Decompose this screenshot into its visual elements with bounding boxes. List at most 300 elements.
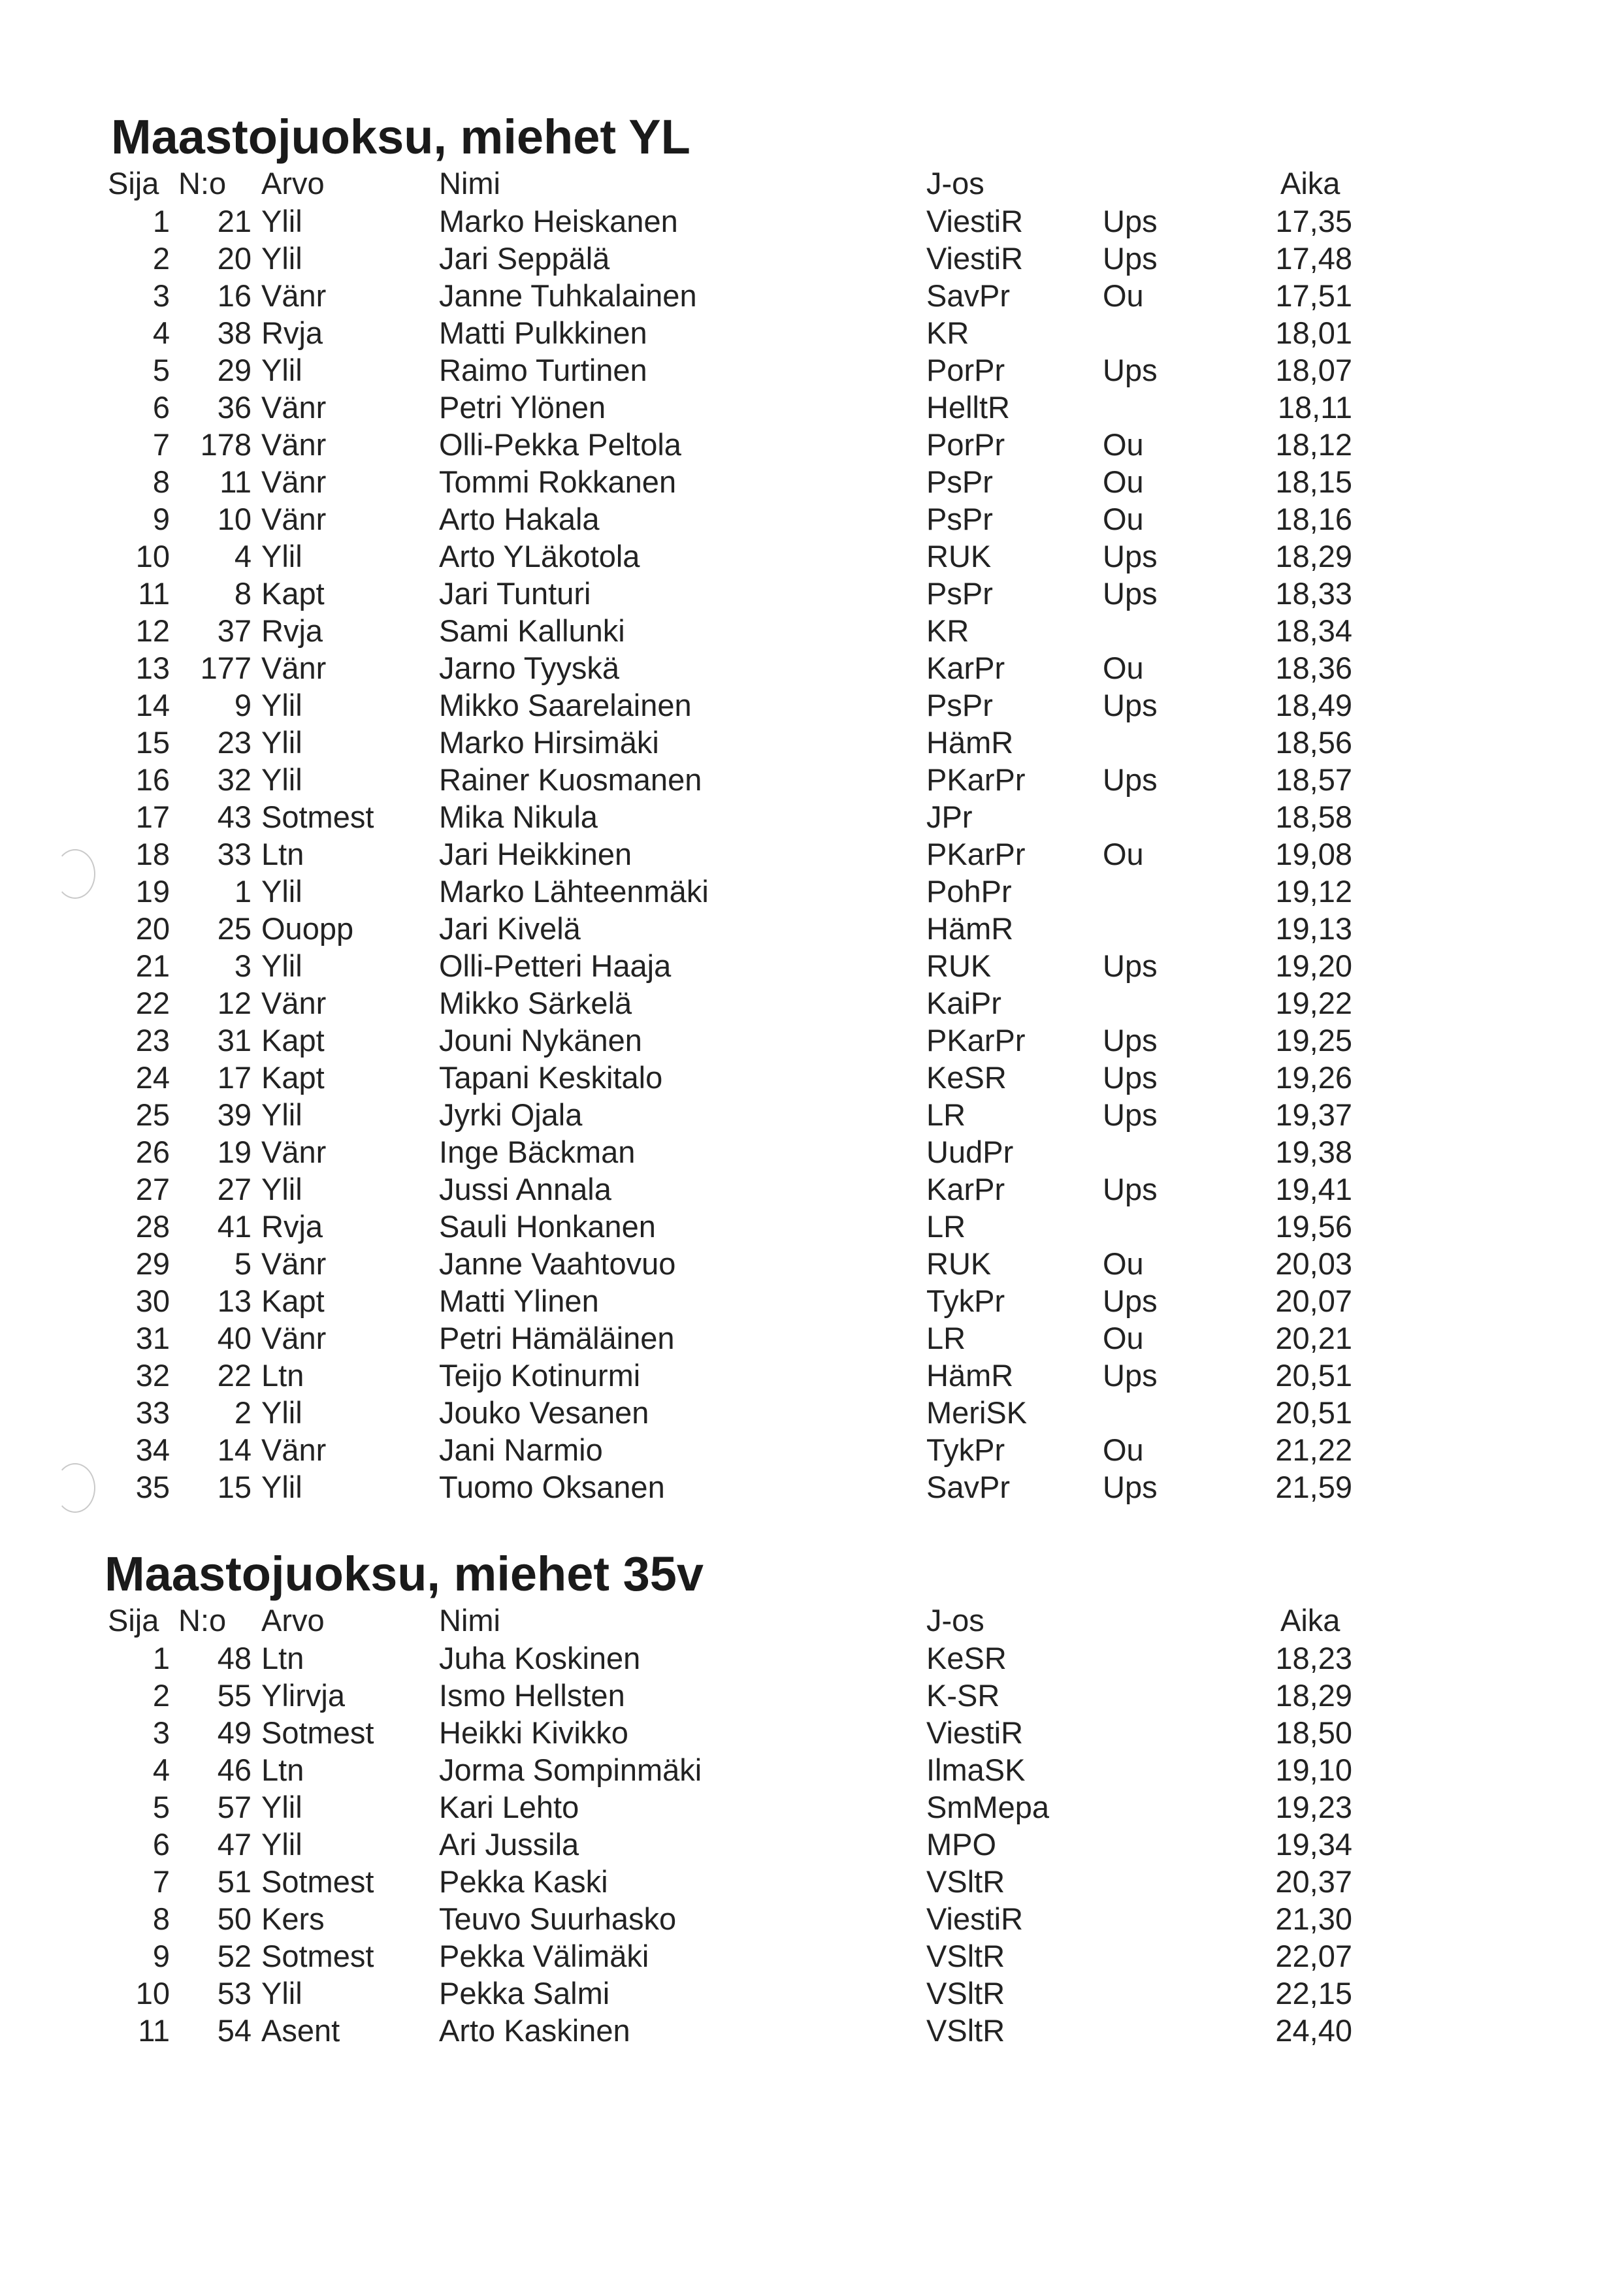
- cell-sija: 2: [152, 1678, 170, 1713]
- cell-nimi: Matti Pulkkinen: [439, 315, 647, 350]
- cell-arvo: Ylil: [261, 353, 302, 387]
- cell-arvo: Asent: [261, 2013, 340, 2048]
- cell-arvo: Vänr: [261, 1432, 327, 1467]
- table-row: [0, 240, 1624, 277]
- cell-jos: KarPr: [926, 651, 1005, 685]
- cell-sija: 32: [135, 1358, 170, 1393]
- cell-jos: PKarPr: [926, 837, 1026, 871]
- cell-sija: 10: [135, 1976, 170, 2011]
- cell-aika: 19,26: [1275, 1060, 1352, 1095]
- cell-aika: 19,12: [1275, 874, 1352, 909]
- cell-sija: 3: [152, 278, 170, 313]
- cell-aika: 17,48: [1275, 241, 1352, 276]
- cell-jos: UudPr: [926, 1135, 1014, 1169]
- cell-nimi: Pekka Välimäki: [439, 1939, 649, 1973]
- cell-arvo: Ylil: [261, 1470, 302, 1504]
- cell-ups: Ups: [1103, 539, 1158, 574]
- table-row: [0, 1714, 1624, 1751]
- table-row: [0, 1431, 1624, 1468]
- table-row: [0, 1022, 1624, 1059]
- cell-arvo: Kers: [261, 1901, 325, 1936]
- cell-nimi: Jarno Tyyskä: [439, 651, 620, 685]
- col-header-no: N:o: [178, 1603, 227, 1638]
- cell-nimi: Pekka Kaski: [439, 1864, 608, 1899]
- table-row: [0, 1096, 1624, 1133]
- cell-sija: 12: [135, 613, 170, 648]
- cell-sija: 35: [135, 1470, 170, 1504]
- cell-no: 31: [217, 1023, 252, 1058]
- cell-aika: 18,12: [1275, 427, 1352, 462]
- cell-sija: 30: [135, 1284, 170, 1318]
- cell-jos: RUK: [926, 948, 992, 983]
- cell-arvo: Ltn: [261, 1641, 304, 1675]
- cell-nimi: Arto Hakala: [439, 502, 600, 536]
- cell-no: 22: [217, 1358, 252, 1393]
- table-row: [0, 1751, 1624, 1788]
- cell-aika: 19,34: [1275, 1827, 1352, 1862]
- cell-aika: 19,37: [1275, 1097, 1352, 1132]
- cell-no: 25: [217, 911, 252, 946]
- table-row: [0, 463, 1624, 500]
- cell-nimi: Jari Tunturi: [439, 576, 591, 611]
- cell-nimi: Olli-Petteri Haaja: [439, 948, 672, 983]
- cell-arvo: Vänr: [261, 278, 327, 313]
- cell-sija: 6: [152, 1827, 170, 1862]
- cell-ups: Ou: [1103, 278, 1144, 313]
- cell-aika: 19,08: [1275, 837, 1352, 871]
- cell-no: 15: [217, 1470, 252, 1504]
- cell-arvo: Ylirvja: [261, 1678, 345, 1713]
- cell-nimi: Janne Tuhkalainen: [439, 278, 697, 313]
- cell-jos: ViestiR: [926, 1715, 1024, 1750]
- cell-arvo: Vänr: [261, 651, 327, 685]
- cell-arvo: Kapt: [261, 1023, 325, 1058]
- cell-jos: HämR: [926, 1358, 1014, 1393]
- cell-aika: 24,40: [1275, 2013, 1352, 2048]
- cell-ups: Ups: [1103, 1023, 1158, 1058]
- cell-aika: 18,50: [1275, 1715, 1352, 1750]
- cell-arvo: Kapt: [261, 1284, 325, 1318]
- table-row: [0, 351, 1624, 389]
- cell-no: 43: [217, 800, 252, 834]
- cell-ups: Ups: [1103, 1358, 1158, 1393]
- col-header-sija: Sija: [108, 166, 159, 201]
- cell-ups: Ou: [1103, 1432, 1144, 1467]
- cell-nimi: Olli-Pekka Peltola: [439, 427, 681, 462]
- cell-aika: 18,56: [1275, 725, 1352, 760]
- cell-sija: 24: [135, 1060, 170, 1095]
- cell-sija: 9: [152, 502, 170, 536]
- table-row: [0, 1640, 1624, 1677]
- cell-jos: VSltR: [926, 1939, 1005, 1973]
- cell-no: 3: [234, 948, 252, 983]
- cell-arvo: Ylil: [261, 688, 302, 722]
- table-row: [0, 1863, 1624, 1900]
- cell-aika: 18,29: [1275, 1678, 1352, 1713]
- cell-nimi: Mika Nikula: [439, 800, 598, 834]
- cell-jos: HämR: [926, 911, 1014, 946]
- table-row: [0, 947, 1624, 984]
- cell-no: 37: [217, 613, 252, 648]
- cell-no: 57: [217, 1790, 252, 1824]
- cell-nimi: Pekka Salmi: [439, 1976, 610, 2011]
- cell-arvo: Ylil: [261, 1790, 302, 1824]
- table-row: [0, 2012, 1624, 2049]
- cell-sija: 7: [152, 427, 170, 462]
- cell-arvo: Sotmest: [261, 800, 374, 834]
- cell-aika: 18,11: [1277, 390, 1352, 425]
- cell-no: 14: [217, 1432, 252, 1467]
- cell-ups: Ou: [1103, 464, 1144, 499]
- cell-arvo: Vänr: [261, 1321, 327, 1355]
- cell-sija: 5: [152, 1790, 170, 1824]
- col-header-arvo: Arvo: [261, 166, 325, 201]
- cell-nimi: Janne Vaahtovuo: [439, 1246, 676, 1281]
- cell-no: 1: [234, 874, 252, 909]
- cell-no: 54: [217, 2013, 252, 2048]
- cell-no: 19: [217, 1135, 252, 1169]
- cell-sija: 16: [135, 762, 170, 797]
- cell-jos: MeriSK: [926, 1395, 1028, 1430]
- table-row: [0, 910, 1624, 947]
- table-row: [0, 1319, 1624, 1357]
- cell-sija: 31: [135, 1321, 170, 1355]
- cell-no: 52: [217, 1939, 252, 1973]
- cell-aika: 19,13: [1275, 911, 1352, 946]
- cell-arvo: Rvja: [261, 315, 323, 350]
- col-header-aika: Aika: [1280, 166, 1340, 201]
- cell-sija: 1: [152, 204, 170, 238]
- cell-no: 38: [217, 315, 252, 350]
- cell-sija: 27: [135, 1172, 170, 1206]
- cell-arvo: Ltn: [261, 1753, 304, 1787]
- cell-arvo: Sotmest: [261, 1939, 374, 1973]
- cell-no: 40: [217, 1321, 252, 1355]
- cell-aika: 19,23: [1275, 1790, 1352, 1824]
- cell-arvo: Ylil: [261, 539, 302, 574]
- cell-ups: Ups: [1103, 1172, 1158, 1206]
- cell-no: 48: [217, 1641, 252, 1675]
- cell-arvo: Kapt: [261, 576, 325, 611]
- table-row: [0, 1171, 1624, 1208]
- cell-jos: KR: [926, 613, 969, 648]
- cell-arvo: Sotmest: [261, 1715, 374, 1750]
- cell-aika: 19,20: [1275, 948, 1352, 983]
- cell-ups: Ou: [1103, 1321, 1144, 1355]
- cell-nimi: Raimo Turtinen: [439, 353, 647, 387]
- cell-aika: 19,56: [1275, 1209, 1352, 1244]
- col-header-no: N:o: [178, 166, 227, 201]
- table-row: [0, 1245, 1624, 1282]
- cell-arvo: Ylil: [261, 725, 302, 760]
- cell-sija: 6: [152, 390, 170, 425]
- cell-jos: KeSR: [926, 1060, 1007, 1095]
- cell-arvo: Ylil: [261, 204, 302, 238]
- cell-ups: Ups: [1103, 1097, 1158, 1132]
- cell-sija: 13: [135, 651, 170, 685]
- cell-aika: 18,23: [1275, 1641, 1352, 1675]
- cell-no: 20: [217, 241, 252, 276]
- cell-nimi: Jari Kivelä: [439, 911, 581, 946]
- cell-jos: HämR: [926, 725, 1014, 760]
- table-header: [0, 1602, 1624, 1639]
- cell-aika: 18,36: [1275, 651, 1352, 685]
- cell-nimi: Ari Jussila: [439, 1827, 579, 1862]
- cell-aika: 19,41: [1275, 1172, 1352, 1206]
- cell-aika: 20,07: [1275, 1284, 1352, 1318]
- cell-jos: HelltR: [926, 390, 1010, 425]
- cell-nimi: Inge Bäckman: [439, 1135, 636, 1169]
- cell-no: 51: [217, 1864, 252, 1899]
- cell-jos: ViestiR: [926, 1901, 1024, 1936]
- cell-jos: VSltR: [926, 1864, 1005, 1899]
- cell-nimi: Matti Ylinen: [439, 1284, 599, 1318]
- cell-no: 5: [234, 1246, 252, 1281]
- cell-sija: 26: [135, 1135, 170, 1169]
- cell-jos: VSltR: [926, 1976, 1005, 2011]
- cell-nimi: Jorma Sompinmäki: [439, 1753, 702, 1787]
- cell-nimi: Marko Hirsimäki: [439, 725, 659, 760]
- table-row: [0, 1394, 1624, 1431]
- cell-aika: 20,37: [1275, 1864, 1352, 1899]
- cell-arvo: Kapt: [261, 1060, 325, 1095]
- cell-no: 46: [217, 1753, 252, 1787]
- cell-jos: LR: [926, 1097, 966, 1132]
- table-row: [0, 1059, 1624, 1096]
- cell-no: 10: [217, 502, 252, 536]
- cell-arvo: Ylil: [261, 1097, 302, 1132]
- cell-aika: 19,38: [1275, 1135, 1352, 1169]
- cell-sija: 4: [152, 315, 170, 350]
- cell-nimi: Marko Lähteenmäki: [439, 874, 709, 909]
- cell-nimi: Petri Ylönen: [439, 390, 606, 425]
- cell-no: 13: [217, 1284, 252, 1318]
- cell-nimi: Arto Kaskinen: [439, 2013, 630, 2048]
- cell-sija: 11: [138, 2013, 170, 2048]
- cell-nimi: Jani Narmio: [439, 1432, 603, 1467]
- cell-sija: 2: [152, 241, 170, 276]
- cell-aika: 21,30: [1275, 1901, 1352, 1936]
- cell-ups: Ou: [1103, 837, 1144, 871]
- table-row: [0, 649, 1624, 687]
- cell-no: 39: [217, 1097, 252, 1132]
- cell-arvo: Ylil: [261, 762, 302, 797]
- cell-ups: Ups: [1103, 688, 1158, 722]
- cell-ups: Ups: [1103, 762, 1158, 797]
- cell-nimi: Ismo Hellsten: [439, 1678, 625, 1713]
- cell-no: 4: [234, 539, 252, 574]
- table-row: [0, 798, 1624, 835]
- cell-aika: 19,25: [1275, 1023, 1352, 1058]
- cell-aika: 19,10: [1275, 1753, 1352, 1787]
- table-row: [0, 873, 1624, 910]
- cell-nimi: Tuomo Oksanen: [439, 1470, 665, 1504]
- cell-arvo: Ltn: [261, 837, 304, 871]
- cell-sija: 3: [152, 1715, 170, 1750]
- cell-aika: 20,51: [1275, 1358, 1352, 1393]
- cell-arvo: Vänr: [261, 464, 327, 499]
- table-row: [0, 277, 1624, 314]
- cell-ups: Ou: [1103, 651, 1144, 685]
- cell-jos: PorPr: [926, 353, 1005, 387]
- cell-sija: 23: [135, 1023, 170, 1058]
- cell-ups: Ou: [1103, 502, 1144, 536]
- cell-sija: 5: [152, 353, 170, 387]
- cell-arvo: Ylil: [261, 1172, 302, 1206]
- table-row: [0, 984, 1624, 1022]
- cell-nimi: Jouko Vesanen: [439, 1395, 649, 1430]
- cell-jos: JPr: [926, 800, 973, 834]
- cell-nimi: Mikko Särkelä: [439, 986, 632, 1020]
- cell-arvo: Ltn: [261, 1358, 304, 1393]
- col-header-nimi: Nimi: [439, 166, 500, 201]
- cell-aika: 20,03: [1275, 1246, 1352, 1281]
- cell-nimi: Jyrki Ojala: [439, 1097, 583, 1132]
- cell-ups: Ups: [1103, 1060, 1158, 1095]
- cell-no: 32: [217, 762, 252, 797]
- cell-jos: KeSR: [926, 1641, 1007, 1675]
- cell-ups: Ups: [1103, 353, 1158, 387]
- table-row: [0, 314, 1624, 351]
- cell-jos: KarPr: [926, 1172, 1005, 1206]
- cell-jos: PKarPr: [926, 1023, 1026, 1058]
- table-row: [0, 1975, 1624, 2012]
- cell-jos: LR: [926, 1321, 966, 1355]
- cell-aika: 19,22: [1275, 986, 1352, 1020]
- table-row: [0, 1133, 1624, 1171]
- cell-nimi: Marko Heiskanen: [439, 204, 678, 238]
- col-header-aika: Aika: [1280, 1603, 1340, 1638]
- cell-ups: Ups: [1103, 576, 1158, 611]
- cell-jos: SmMepa: [926, 1790, 1050, 1824]
- table-row: [0, 1357, 1624, 1394]
- cell-nimi: Juha Koskinen: [439, 1641, 641, 1675]
- cell-nimi: Mikko Saarelainen: [439, 688, 692, 722]
- cell-sija: 22: [135, 986, 170, 1020]
- cell-arvo: Vänr: [261, 1246, 327, 1281]
- cell-nimi: Jouni Nykänen: [439, 1023, 642, 1058]
- cell-nimi: Petri Hämäläinen: [439, 1321, 675, 1355]
- table-row: [0, 1788, 1624, 1826]
- cell-jos: KaiPr: [926, 986, 1001, 1020]
- cell-jos: SavPr: [926, 278, 1010, 313]
- cell-no: 177: [200, 651, 252, 685]
- cell-jos: PohPr: [926, 874, 1012, 909]
- section-title: Maastojuoksu, miehet YL: [111, 110, 690, 164]
- cell-jos: TykPr: [926, 1284, 1005, 1318]
- cell-nimi: Tapani Keskitalo: [439, 1060, 663, 1095]
- table-row: [0, 426, 1624, 463]
- cell-no: 41: [217, 1209, 252, 1244]
- cell-nimi: Jari Seppälä: [439, 241, 610, 276]
- cell-arvo: Sotmest: [261, 1864, 374, 1899]
- cell-ups: Ups: [1103, 948, 1158, 983]
- table-row: [0, 1282, 1624, 1319]
- cell-jos: PorPr: [926, 427, 1005, 462]
- cell-no: 9: [234, 688, 252, 722]
- table-row: [0, 1208, 1624, 1245]
- cell-nimi: Sami Kallunki: [439, 613, 625, 648]
- cell-jos: TykPr: [926, 1432, 1005, 1467]
- table-row: [0, 1937, 1624, 1975]
- table-row: [0, 724, 1624, 761]
- cell-aika: 22,07: [1275, 1939, 1352, 1973]
- cell-no: 21: [217, 204, 252, 238]
- cell-sija: 9: [152, 1939, 170, 1973]
- cell-jos: ViestiR: [926, 241, 1024, 276]
- cell-nimi: Teuvo Suurhasko: [439, 1901, 677, 1936]
- table-row: [0, 1468, 1624, 1506]
- cell-jos: VSltR: [926, 2013, 1005, 2048]
- cell-sija: 8: [152, 464, 170, 499]
- cell-jos: PsPr: [926, 502, 993, 536]
- cell-no: 33: [217, 837, 252, 871]
- cell-no: 50: [217, 1901, 252, 1936]
- cell-no: 36: [217, 390, 252, 425]
- cell-arvo: Ylil: [261, 1976, 302, 2011]
- cell-nimi: Arto YLäkotola: [439, 539, 640, 574]
- cell-no: 178: [200, 427, 252, 462]
- table-row: [0, 500, 1624, 538]
- cell-nimi: Heikki Kivikko: [439, 1715, 628, 1750]
- cell-jos: MPO: [926, 1827, 997, 1862]
- cell-jos: IlmaSK: [926, 1753, 1026, 1787]
- cell-arvo: Vänr: [261, 502, 327, 536]
- cell-no: 29: [217, 353, 252, 387]
- cell-aika: 18,34: [1275, 613, 1352, 648]
- table-row: [0, 1677, 1624, 1714]
- table-row: [0, 575, 1624, 612]
- cell-aika: 18,01: [1275, 315, 1352, 350]
- cell-sija: 10: [135, 539, 170, 574]
- cell-nimi: Tommi Rokkanen: [439, 464, 677, 499]
- cell-jos: PKarPr: [926, 762, 1026, 797]
- cell-sija: 18: [135, 837, 170, 871]
- cell-no: 49: [217, 1715, 252, 1750]
- cell-no: 16: [217, 278, 252, 313]
- cell-sija: 28: [135, 1209, 170, 1244]
- cell-arvo: Ylil: [261, 241, 302, 276]
- cell-nimi: Teijo Kotinurmi: [439, 1358, 641, 1393]
- cell-no: 23: [217, 725, 252, 760]
- cell-jos: RUK: [926, 539, 992, 574]
- cell-arvo: Ylil: [261, 948, 302, 983]
- col-header-nimi: Nimi: [439, 1603, 500, 1638]
- cell-arvo: Rvja: [261, 1209, 323, 1244]
- cell-aika: 17,35: [1275, 204, 1352, 238]
- cell-nimi: Jari Heikkinen: [439, 837, 632, 871]
- cell-sija: 15: [135, 725, 170, 760]
- cell-no: 27: [217, 1172, 252, 1206]
- cell-aika: 17,51: [1275, 278, 1352, 313]
- cell-nimi: Jussi Annala: [439, 1172, 611, 1206]
- cell-no: 8: [234, 576, 252, 611]
- table-row: [0, 687, 1624, 724]
- cell-jos: PsPr: [926, 464, 993, 499]
- cell-aika: 18,15: [1275, 464, 1352, 499]
- cell-jos: LR: [926, 1209, 966, 1244]
- cell-sija: 20: [135, 911, 170, 946]
- cell-sija: 25: [135, 1097, 170, 1132]
- table-row: [0, 835, 1624, 873]
- cell-no: 2: [234, 1395, 252, 1430]
- table-row: [0, 612, 1624, 649]
- cell-ups: Ups: [1103, 204, 1158, 238]
- cell-jos: PsPr: [926, 688, 993, 722]
- cell-aika: 18,49: [1275, 688, 1352, 722]
- cell-sija: 29: [135, 1246, 170, 1281]
- cell-jos: ViestiR: [926, 204, 1024, 238]
